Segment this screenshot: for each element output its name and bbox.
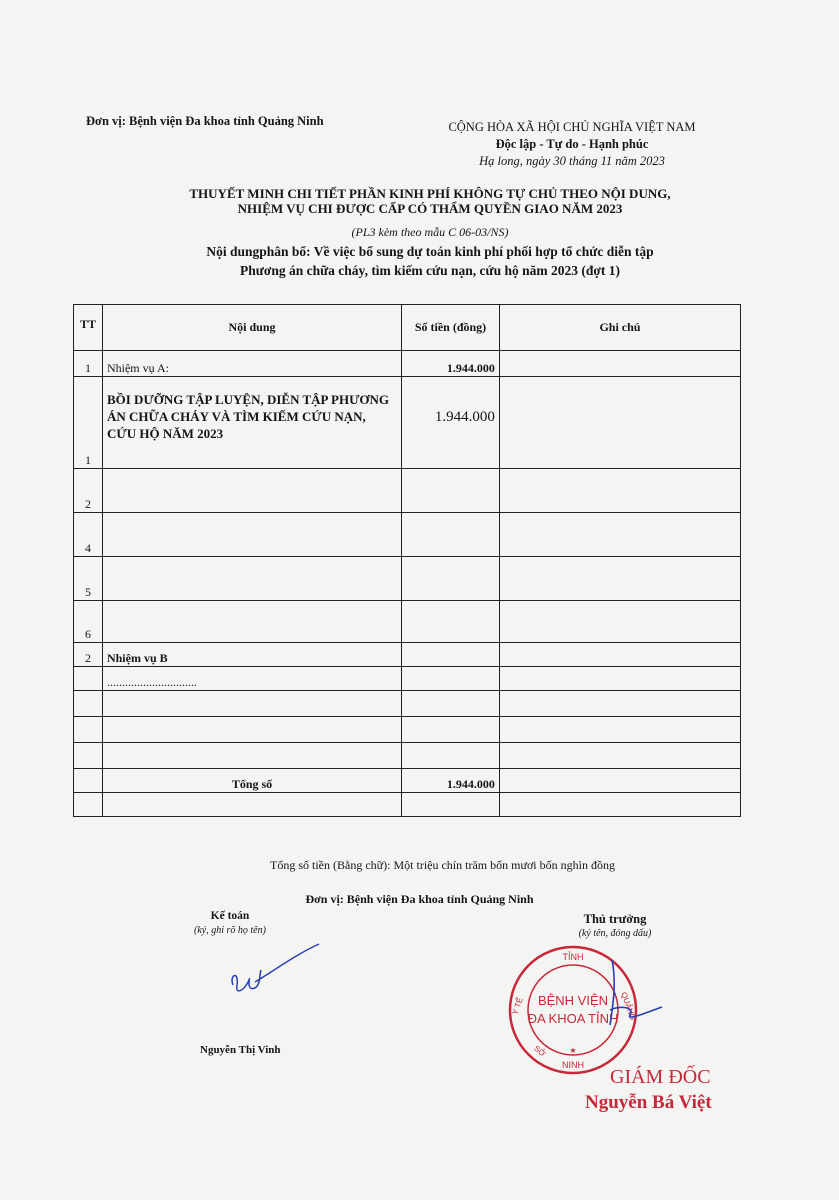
allocation-line-1: Nội dungphân bổ: Về việc bổ sung dự toán kinh phí phối hợp tổ chức diễn tập	[206, 244, 654, 259]
dotted-placeholder: ..............................	[102, 667, 401, 691]
row-number: 5	[74, 557, 103, 601]
row-number: 4	[74, 513, 103, 557]
task-a-detail: BỒI DƯỠNG TẬP LUYỆN, DIỄN TẬP PHƯƠNG ÁN CHỮA CHÁY VÀ TÌM KIẾM CỨU NẠN, CỨU HỘ NĂM 2023	[102, 377, 401, 469]
header-content: Nội dung	[102, 305, 401, 351]
director-title: GIÁM ĐỐC	[610, 1066, 711, 1088]
table-row	[74, 743, 741, 769]
task-b-label: Nhiệm vụ B	[102, 643, 401, 667]
header-tt: TT	[74, 305, 103, 351]
accountant-signature	[215, 940, 325, 1010]
table-row	[74, 643, 741, 667]
document-date: Hạ long, ngày 30 tháng 11 năm 2023	[479, 154, 665, 168]
row-number: 2	[74, 469, 103, 513]
stamp-ring-top: TỈNH	[562, 952, 584, 962]
director-signature	[590, 955, 670, 1045]
table-row	[74, 351, 741, 377]
form-note: (PL3 kèm theo mẫu C 06-03/NS)	[351, 225, 509, 239]
total-label: Tổng số	[102, 769, 401, 793]
table-row	[74, 557, 741, 601]
accountant-title: Kế toán	[210, 910, 250, 922]
task-a-detail-amount: 1.944.000	[402, 377, 500, 469]
stamp-ring-right: QUẢNG	[619, 990, 638, 1022]
table-row	[74, 717, 741, 743]
document-title	[140, 186, 720, 216]
table-row	[74, 793, 741, 817]
stamp-ring-left: Y TẾ	[510, 996, 525, 1016]
table-row	[74, 601, 741, 643]
footer-unit: Đơn vị: Bệnh viện Đa khoa tỉnh Quảng Ninh	[305, 892, 534, 906]
stamp-line-1: BỆNH VIỆN	[537, 993, 609, 1008]
task-a-amount: 1.944.000	[402, 351, 500, 377]
header-amount: Số tiền (đồng)	[402, 305, 500, 351]
task-a-label: Nhiệm vụ A:	[102, 351, 401, 377]
row-number: 2	[74, 643, 103, 667]
nation-name: CỘNG HÒA XÃ HỘI CHỦ NGHĨA VIỆT NAM	[448, 120, 696, 134]
table-row	[74, 469, 741, 513]
table-row	[74, 377, 741, 469]
accountant-name: Nguyễn Thị Vinh	[200, 1044, 281, 1056]
stamp-ring-bottom-left: SỞ	[532, 1043, 548, 1059]
note-cell	[499, 377, 740, 469]
row-number: 1	[74, 377, 103, 469]
allocation-line-2: Phương án chữa cháy, tìm kiếm cứu nạn, cứu hộ năm 2023 (đợt 1)	[239, 263, 621, 278]
nation-motto: Độc lập - Tự do - Hạnh phúc	[495, 137, 649, 151]
row-number: 1	[74, 351, 103, 377]
stamp-line-2: ĐA KHOA TỈNH	[527, 1011, 619, 1026]
unit-header: Đơn vị: Bệnh viện Đa khoa tỉnh Quảng Ninh	[86, 114, 324, 128]
title-line-1: THUYẾT MINH CHI TIẾT PHẦN KINH PHÍ KHÔNG TỰ CHỦ THEO NỘI DUNG,	[189, 186, 671, 201]
stamp-ring-bottom: NINH	[562, 1060, 584, 1070]
table-header-row	[74, 305, 741, 351]
header-note: Ghi chú	[499, 305, 740, 351]
table-row	[74, 667, 741, 691]
note-cell	[499, 351, 740, 377]
stamp-star-icon: ★	[569, 1046, 577, 1055]
row-number: 6	[74, 601, 103, 643]
budget-table	[73, 304, 741, 817]
allocation-text	[120, 242, 740, 280]
head-title: Thủ trưởng	[583, 912, 647, 926]
title-line-2: NHIỆM VỤ CHI ĐƯỢC CẤP CÓ THẨM QUYỀN GIAO NĂM 2023	[237, 201, 623, 216]
head-note: (ký tên, đóng dấu)	[578, 928, 652, 939]
amount-in-words: Tổng số tiền (Bằng chữ): Một triệu chín trăm bốn mươi bốn nghìn đồng	[270, 858, 615, 872]
total-row	[74, 769, 741, 793]
table-row	[74, 513, 741, 557]
accountant-note: (ký, ghi rõ họ tên)	[194, 925, 266, 936]
table-row	[74, 691, 741, 717]
total-amount: 1.944.000	[402, 769, 500, 793]
director-name: Nguyễn Bá Việt	[585, 1092, 712, 1113]
nation-header	[400, 119, 744, 170]
